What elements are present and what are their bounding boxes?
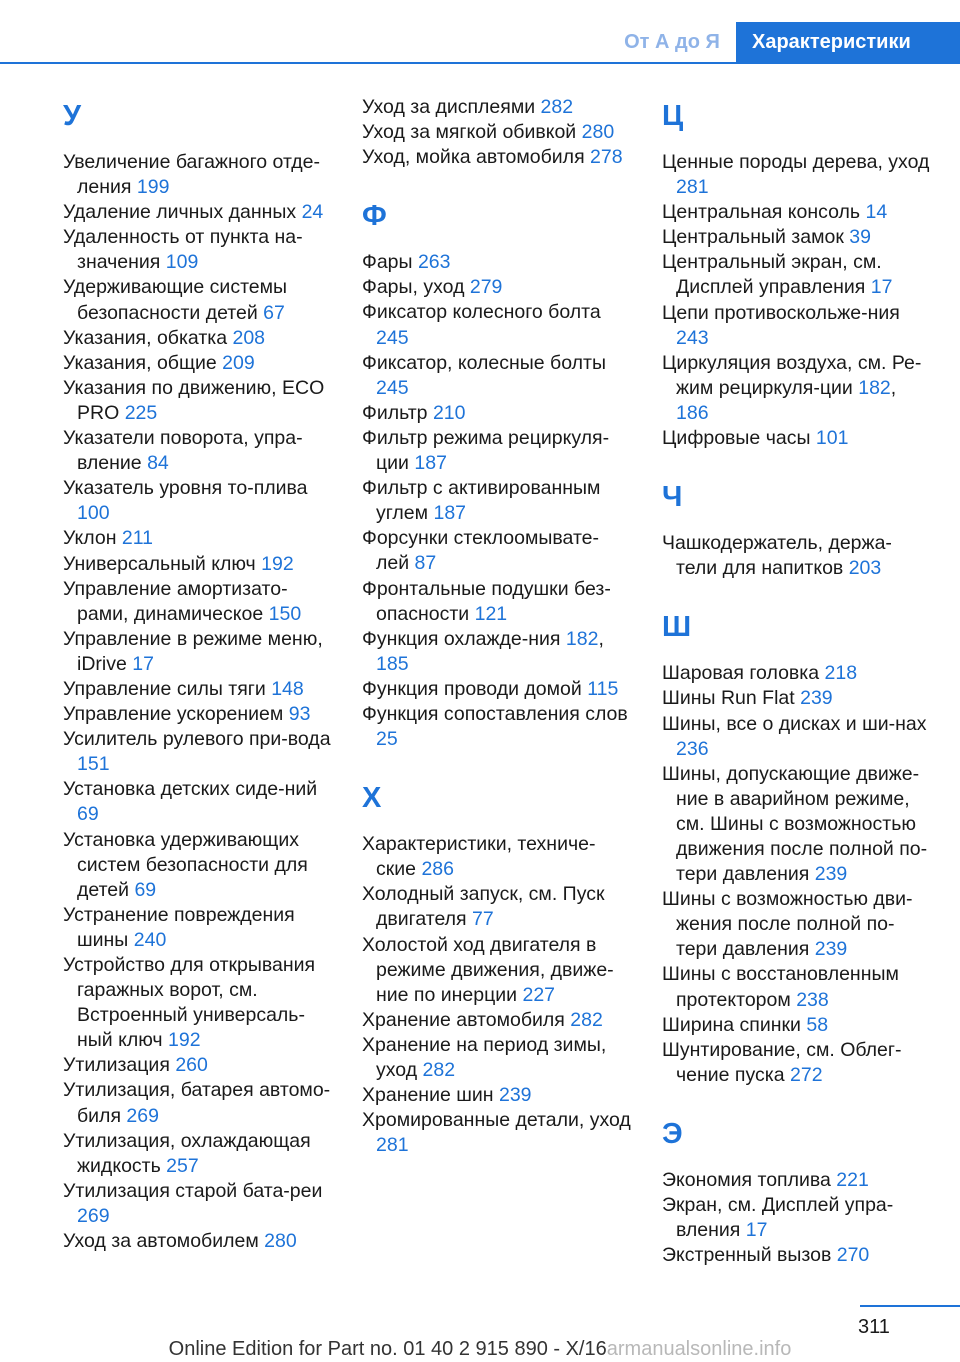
index-entry-text: Шаровая головка (662, 662, 825, 685)
index-entry (63, 376, 333, 426)
index-entry (362, 120, 632, 145)
page-link[interactable]: 69 (134, 878, 157, 901)
index-entry (63, 1053, 333, 1078)
index-entry (362, 426, 632, 476)
page-link[interactable]: 278 (590, 146, 623, 169)
page-link[interactable]: 227 (522, 983, 556, 1006)
page-link[interactable]: 221 (836, 1168, 869, 1191)
page-link[interactable]: 236 (676, 737, 709, 760)
index-entry-text: Универсальный ключ (63, 552, 262, 575)
index-entry-text: Хранение на период зимы, уход (362, 1033, 607, 1081)
index-entry (63, 777, 333, 827)
index-entry (63, 476, 333, 526)
page-link[interactable]: 148 (271, 677, 304, 700)
index-entry-text: Увеличение багажного отде‐ления (63, 151, 320, 199)
index-entry-text: Фильтр с активированным углем (362, 477, 601, 525)
page-link[interactable]: 185 (376, 652, 409, 675)
index-entry-text: Уход за мягкой обивкой (362, 121, 582, 144)
index-entry-text: Цифровые часы (662, 427, 816, 450)
index-entry (662, 887, 932, 962)
index-entry-text: Форсунки стеклоомывате‐лей (362, 527, 599, 575)
index-entry (362, 1008, 632, 1033)
index-entry-text: Центральный замок (662, 226, 850, 249)
index-entry-text: Установка детских сиде‐ний (63, 778, 318, 801)
index-entry (662, 426, 932, 451)
index-entry-text: Функция охлажде‐ния (362, 627, 566, 650)
index-entry-text: Чашкодержатель, держа‐тели для напитков (662, 532, 892, 580)
index-entry (63, 1078, 333, 1128)
index-entry-text: Утилизация, охлаждающая жидкость (63, 1129, 311, 1177)
page-link[interactable]: 270 (836, 1244, 870, 1267)
page-link[interactable]: 280 (581, 121, 615, 144)
index-entry-text: Уход за дисплеями (362, 96, 541, 118)
index-entry (362, 1108, 632, 1158)
page-link[interactable]: 115 (587, 677, 619, 700)
index-entry-text: Удерживающие системы безопасности детей (63, 276, 288, 324)
index-entry-text: Фильтр (362, 401, 433, 424)
page-link[interactable]: 281 (376, 1134, 409, 1157)
page-number: 311 (858, 1316, 890, 1338)
page-link[interactable]: 238 (796, 988, 829, 1011)
index-entry-text: Утилизация старой бата‐реи (63, 1179, 323, 1202)
page-link[interactable]: 84 (147, 452, 169, 475)
index-entry (662, 301, 932, 351)
index-entry-text: Экран, см. Дисплей упра‐вления (662, 1194, 894, 1242)
index-entry (362, 250, 632, 275)
index-entry-text: Указатель уровня то‐плива (63, 477, 308, 500)
page-link[interactable]: 101 (815, 427, 849, 450)
index-entry (362, 1083, 632, 1108)
index-entry (362, 882, 632, 932)
index-entry (63, 702, 333, 727)
index-entry-text: Указания по движению, ECO PRO (63, 376, 325, 424)
page-link[interactable]: 67 (263, 301, 285, 324)
index-entry-text: Ценные породы дерева, уход (662, 151, 930, 173)
page-link[interactable]: 187 (414, 452, 447, 475)
index-entry-text: Хранение автомобиля (362, 1008, 571, 1031)
index-entry-text: Характеристики, техниче‐ские (362, 833, 596, 881)
index-entry (63, 526, 333, 551)
page-link[interactable]: 245 (376, 376, 409, 399)
header-divider (0, 62, 960, 64)
index-entry (63, 577, 333, 627)
index-entry (662, 1168, 932, 1193)
page-link[interactable]: 121 (474, 602, 508, 625)
index-entry-text: Указания, общие (63, 351, 223, 374)
index-entry: Циркуляция воздуха, см. Ре‐жим рециркуля‐ции 182, 186 (662, 351, 922, 424)
page-link[interactable]: 239 (814, 863, 848, 886)
page-link[interactable]: 58 (806, 1013, 829, 1036)
page-link[interactable]: 14 (865, 201, 888, 224)
index-entry-text: Установка удерживающих систем безопасности для детей (63, 828, 308, 901)
index-entry (362, 145, 632, 170)
index-entry-text: Экономия топлива (662, 1168, 837, 1191)
page-link[interactable]: 210 (432, 401, 466, 424)
page-link[interactable]: 239 (498, 1084, 532, 1107)
index-entry (662, 225, 932, 250)
index-entry-text: Фильтр режима рециркуля‐ции (362, 426, 610, 475)
index-entry-text: Фары (362, 251, 418, 274)
index-entry (63, 627, 333, 677)
index-entry (662, 686, 932, 711)
index-entry (362, 351, 632, 401)
page-link[interactable]: 286 (421, 858, 454, 881)
page-link[interactable]: 260 (175, 1054, 208, 1077)
index-letter-heading: Ш (662, 611, 692, 644)
page-link[interactable]: 239 (800, 687, 833, 710)
index-entry (63, 903, 333, 953)
page-link[interactable]: 239 (814, 938, 848, 961)
index-entry-text: Шины с возможностью дви‐жения после полной по‐тери давления (662, 888, 913, 961)
index-letter-heading: Ц (662, 100, 684, 132)
index-entry (662, 762, 932, 887)
index-entry (662, 962, 932, 1012)
index-entry-text: Шунтирование, см. Облег‐чение пуска (662, 1038, 902, 1086)
page-number-divider (860, 1305, 960, 1307)
index-entry (63, 552, 333, 577)
index-entry-text: Фронтальные подушки без‐опасности (362, 577, 611, 625)
page-link[interactable]: 69 (77, 803, 99, 826)
index-entry-text: Хранение шин (362, 1084, 499, 1107)
page-link[interactable]: 150 (268, 602, 302, 625)
index-entry (362, 300, 632, 350)
page-link[interactable]: 25 (376, 728, 398, 751)
page-link[interactable]: 263 (417, 251, 451, 274)
index-entry (362, 476, 632, 526)
index-entry (63, 275, 333, 325)
index-entry (63, 677, 333, 702)
page-link[interactable]: 218 (824, 662, 858, 685)
index-entry-text: Центральный экран, см. Дисплей управления (662, 251, 882, 299)
index-entry (662, 1193, 932, 1243)
index-entry (662, 200, 932, 225)
index-entry-text: Управление амортизато‐рами, динамическое (63, 577, 288, 625)
index-entry-text: Фиксатор колесного болта (362, 301, 601, 324)
index-entry-text: Управление в режиме меню, iDrive (63, 627, 323, 675)
page-link[interactable]: 87 (414, 552, 437, 575)
index-entry-text: Экстренный вызов (662, 1244, 837, 1267)
index-entry-text: Шины Run Flat (662, 687, 801, 710)
index-entry-text: Указания, обкатка (63, 326, 233, 349)
index-entry-text: Центральная консоль (662, 201, 866, 224)
index-entry (362, 401, 632, 426)
page-link[interactable]: 282 (540, 96, 574, 118)
page-link[interactable]: 77 (472, 908, 494, 931)
index-entry-text: Удаленность от пункта на‐значения (63, 226, 303, 274)
index-entry-text: Уход за автомобилем (63, 1230, 265, 1253)
index-entry (362, 933, 632, 1008)
page-link[interactable]: 211 (121, 527, 153, 550)
header-bar (0, 22, 960, 62)
page-link[interactable]: 208 (232, 326, 266, 349)
index-entry (362, 1033, 632, 1083)
page-link[interactable]: 257 (166, 1154, 199, 1177)
index-entry (63, 953, 333, 1053)
page-link[interactable]: 39 (849, 226, 871, 249)
index-entry (362, 577, 632, 627)
index-entry (63, 1129, 333, 1179)
index-entry-text: Шины, все о дисках и ши‐нах (662, 712, 927, 735)
index-entry-text: Управление ускорением (63, 703, 289, 726)
index-letter-heading: Ф (362, 200, 387, 233)
index-entry (362, 275, 632, 300)
index-entry-text: Уклон (63, 527, 122, 550)
index-entry (63, 150, 333, 200)
page-link[interactable]: 17 (745, 1219, 768, 1242)
page-link[interactable]: 182 (858, 376, 891, 399)
page-link[interactable]: 17 (132, 652, 154, 675)
index-entry (63, 1179, 333, 1229)
footer-watermark: armanualsonline.info (606, 1338, 792, 1360)
index-entry (662, 531, 932, 581)
index-entry (362, 677, 632, 702)
index-entry (63, 426, 333, 476)
footer-edition: Online Edition for Part no. 01 40 2 915 890 - X/16 (168, 1338, 607, 1360)
index-column-2 (362, 95, 632, 1158)
page-link[interactable]: 17 (870, 276, 893, 299)
index-entry-text: Указатели поворота, упра‐вление (63, 427, 303, 475)
index-entry (662, 712, 932, 762)
page-link[interactable]: 186 (676, 401, 709, 424)
index-entry (662, 661, 932, 686)
page-link[interactable]: 187 (433, 502, 467, 525)
index-entry (63, 326, 333, 351)
index-entry-text: Фары, уход (362, 276, 470, 299)
index-column-3 (662, 95, 932, 1268)
tab-section-characteristics[interactable]: Характеристики (736, 22, 960, 62)
index-entry-text: Шины, допускающие движе‐ние в аварийном режиме, см. Шины с возможностью движения после полной по‐тери давления (662, 762, 928, 886)
index-entry (63, 1229, 333, 1254)
index-entry (362, 95, 632, 120)
index-entry (662, 250, 932, 300)
index-entry-text: Устранение повреждения шины (63, 903, 295, 951)
page-link[interactable]: 203 (848, 557, 882, 580)
index-entry (362, 526, 632, 576)
index-letter-heading: Х (362, 782, 382, 815)
index-entry (662, 150, 932, 200)
index-entry (662, 1038, 932, 1088)
index-entry (63, 351, 333, 376)
page-link[interactable]: 280 (264, 1230, 297, 1253)
index-letter-heading: Э (662, 1117, 683, 1150)
index-entry-text: Функция сопоставления слов (362, 702, 628, 725)
page-link[interactable]: 100 (77, 502, 110, 525)
index-entry (63, 727, 333, 777)
index-letter-heading: У (63, 100, 82, 132)
index-entry-text: Функция проводи домой (362, 677, 588, 700)
index-entry-text: Уход, мойка автомобиля (362, 146, 591, 169)
index-entry-text: Утилизация (63, 1054, 176, 1077)
page-link[interactable]: 281 (676, 176, 709, 199)
page-link[interactable]: 192 (168, 1029, 201, 1052)
page-link[interactable]: 109 (165, 251, 199, 274)
page-link[interactable]: 279 (469, 276, 503, 299)
index-entry-text: Удаление личных данных (63, 201, 302, 224)
page-link[interactable]: 225 (124, 401, 158, 424)
tab-alphabetical-index[interactable]: От А до Я (624, 31, 720, 53)
page-link[interactable]: 243 (676, 326, 709, 349)
index-entry-text: Хромированные детали, уход (362, 1109, 631, 1132)
page-link[interactable]: 199 (136, 176, 170, 199)
page-link[interactable]: 209 (222, 351, 255, 374)
footer (0, 1338, 960, 1361)
index-entry (63, 200, 333, 225)
index-entry (662, 1243, 932, 1268)
index-letter-heading: Ч (662, 481, 683, 514)
page-link[interactable]: 182 (565, 627, 599, 650)
page-link[interactable]: 24 (301, 201, 324, 224)
index-entry (662, 1013, 932, 1038)
index-column-1 (63, 95, 333, 1254)
index-entry-text: Холостой ход двигателя в режиме движения, движе‐ние по инерции (362, 933, 614, 1006)
page-link[interactable]: 282 (570, 1008, 603, 1031)
index-entry: Функция охлажде‐ния 182, 185 (362, 627, 604, 675)
page-link[interactable]: 245 (376, 326, 409, 349)
index-entry (362, 702, 632, 752)
index-entry-text: Шины с восстановленным протектором (662, 963, 899, 1011)
index-entry-text: Ширина спинки (662, 1013, 807, 1036)
index-entry (362, 832, 632, 882)
index-entry (63, 828, 333, 903)
index-entry-text: Цепи противоскольже‐ния (662, 301, 900, 324)
index-entry-text: Усилитель рулевого при‐вода (63, 728, 331, 751)
index-entry-text: Утилизация, батарея автомо‐биля (63, 1079, 331, 1127)
index-entry-text: Фиксатор, колесные болты (362, 351, 606, 374)
page-link[interactable]: 240 (133, 928, 167, 951)
page-link[interactable]: 151 (77, 753, 110, 776)
page-link[interactable]: 93 (288, 703, 311, 726)
index-entry-text: Устройство для открывания гаражных ворот, см. Встроенный универсаль‐ный ключ (63, 954, 316, 1052)
index-entry-text: Циркуляция воздуха, см. Ре‐жим рециркуля‐ции (662, 351, 922, 399)
page-link[interactable]: 269 (126, 1104, 159, 1127)
page-link[interactable]: 192 (261, 552, 294, 575)
index-entry (63, 225, 333, 275)
page-link[interactable]: 282 (422, 1059, 456, 1081)
page-link[interactable]: 269 (77, 1204, 110, 1227)
index-entry-text: Холодный запуск, см. Пуск двигателя (362, 883, 605, 931)
page-link[interactable]: 272 (790, 1063, 823, 1086)
index-entry-text: Управление силы тяги (63, 677, 272, 700)
